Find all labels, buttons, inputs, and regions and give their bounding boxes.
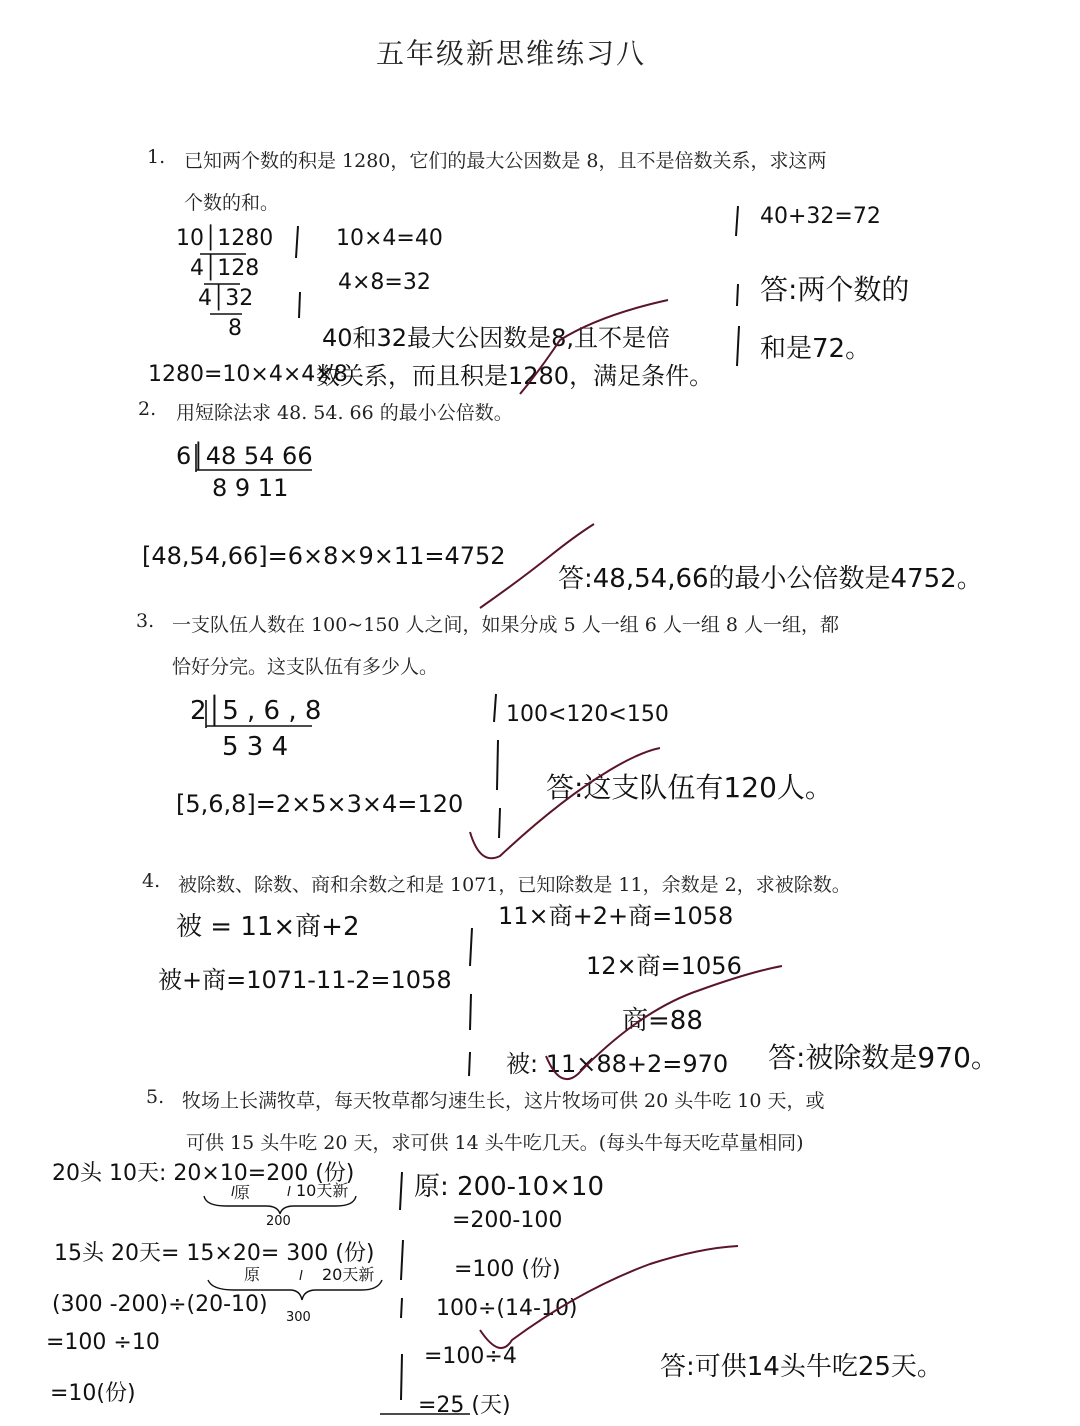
q5-separator-4 (401, 1354, 402, 1400)
q3-division-row-1: 2│5 , 6 , 8 (190, 696, 322, 726)
q5-a-line-2-brace-new: 20天新 (322, 1265, 375, 1284)
q1-sum: 40+32=72 (760, 204, 881, 229)
question-5-number: 5. (146, 1086, 165, 1108)
question-5-text-line-2: 可供 15 头牛吃 20 天，求可供 14 头牛吃几天。(每头牛每天吃草量相同) (186, 1132, 804, 1154)
q1-right-separator-2 (737, 284, 738, 306)
q5-separator-2 (401, 1240, 403, 1280)
q2-lcm-equation: [48,54,66]=6×8×9×11=4752 (142, 542, 506, 570)
q4-check-mark (546, 966, 782, 1079)
q5-brace-2 (208, 1280, 382, 1300)
q4-left-line-1: 被 = 11×商+2 (176, 912, 360, 942)
q5-a-line-3-subscript: 300 (286, 1310, 311, 1325)
q2-answer: 答:48,54,66的最小公倍数是4752。 (558, 564, 983, 594)
q5-a-line-2: 15头 20天= 15×20= 300 (份) (54, 1241, 375, 1266)
q5-a-line-1: 20头 10天: 20×10=200 (份) (52, 1161, 355, 1186)
q4-answer: 答:被除数是970。 (768, 1041, 999, 1074)
q2-check-mark (480, 524, 594, 608)
q4-right-line-4: 被: 11×88+2=970 (506, 1050, 729, 1078)
q5-b-line-6: =25 (天) (418, 1393, 511, 1418)
q5-a-line-3: (300 -200)÷(20-10) (52, 1292, 268, 1317)
q1-note-line-2: 数关系，而且积是1280，满足条件。 (316, 362, 714, 390)
q5-brace-2-tick (300, 1270, 302, 1280)
question-4-text-line-1: 被除数、除数、商和余数之和是 1071，已知除数是 11，余数是 2，求被除数。 (178, 874, 851, 896)
question-1-text-line-2: 个数的和。 (184, 192, 280, 214)
question-1-text-line-1: 已知两个数的积是 1280，它们的最大公因数是 8，且不是倍数关系，求这两 (184, 150, 827, 172)
q4-separator-1 (470, 928, 472, 966)
q1-note-line-1: 40和32最大公因数是8,且不是倍 (322, 324, 670, 352)
q4-right-line-2: 12×商=1056 (586, 952, 742, 980)
q3-lcm-equation: [5,6,8]=2×5×3×4=120 (176, 790, 464, 818)
page-title: 五年级新思维练习八 (376, 37, 647, 70)
q2-division-row-2: 8 9 11 (212, 474, 289, 502)
q1-separator-2 (299, 292, 300, 318)
question-2-number: 2. (138, 398, 157, 420)
q5-a-line-1-brace-new: 10天新 (296, 1181, 349, 1200)
q3-division-row-2: 5 3 4 (222, 732, 289, 762)
q4-left-line-2: 被+商=1071-11-2=1058 (158, 966, 452, 994)
q4-right-line-3: 商=88 (622, 1006, 703, 1036)
q5-brace-1 (204, 1196, 356, 1214)
question-3-text-line-2: 恰好分完。这支队伍有多少人。 (172, 656, 439, 678)
q5-separator-1 (400, 1172, 402, 1210)
q1-division-row-3: 4│32 (198, 286, 254, 311)
q5-brace-1-ticks (232, 1186, 290, 1196)
q5-b-line-4: 100÷(14-10) (436, 1296, 578, 1321)
q3-separator-3 (499, 808, 500, 838)
question-3-number: 3. (136, 610, 155, 632)
q5-a-line-5: =10(份) (50, 1381, 136, 1406)
q5-b-line-5: =100÷4 (424, 1344, 517, 1369)
question-4-number: 4. (142, 870, 161, 892)
q5-a-line-2-brace-original: 原 (244, 1265, 261, 1284)
q5-b-line-2: =200-100 (452, 1208, 563, 1233)
q5-answer: 答:可供14头牛吃25天。 (660, 1352, 943, 1382)
q1-factorization: 1280=10×4×4×8 (148, 362, 348, 387)
q5-separator-3 (401, 1298, 402, 1318)
q2-division-row-1: 6│48 54 66 (176, 442, 313, 470)
q1-right-separator-3 (737, 326, 739, 366)
q5-check-mark (480, 1246, 738, 1348)
question-3-text-line-1: 一支队伍人数在 100~150 人之间，如果分成 5 人一组 6 人一组 8 人一组，都 (172, 614, 840, 636)
q1-right-separator-1 (736, 206, 738, 236)
q1-equation-1: 10×4=40 (336, 226, 443, 251)
q5-a-line-1-brace-original: 原 (234, 1183, 251, 1202)
question-2-text-line-1: 用短除法求 48. 54. 66 的最小公倍数。 (176, 402, 513, 424)
q1-answer-line-2: 和是72。 (760, 334, 872, 364)
q3-separator-1 (494, 694, 496, 722)
q4-separator-3 (469, 1052, 470, 1076)
q3-answer: 答:这支队伍有120人。 (546, 771, 833, 804)
q3-separator-2 (497, 740, 498, 790)
question-1-number: 1. (147, 146, 166, 168)
q1-division-row-2: 4│128 (190, 256, 260, 281)
q5-a-line-4: =100 ÷10 (46, 1330, 160, 1355)
q5-b-line-1: 原: 200-10×10 (414, 1172, 604, 1202)
q5-a-line-1-total: 200 (266, 1214, 291, 1229)
q4-right-line-1: 11×商+2+商=1058 (498, 902, 734, 930)
q1-answer-line-1: 答:两个数的 (760, 273, 910, 306)
q1-division-row-4: 8 (228, 316, 242, 341)
q1-equation-2: 4×8=32 (338, 270, 431, 295)
q4-separator-2 (470, 994, 471, 1030)
q5-b-line-3: =100 (份) (454, 1257, 561, 1282)
question-5-text-line-1: 牧场上长满牧草，每天牧草都匀速生长，这片牧场可供 20 头牛吃 10 天，或 (182, 1090, 825, 1112)
q1-division-row-1: 10│1280 (176, 226, 274, 251)
q3-range-check: 100<120<150 (506, 702, 669, 727)
q1-separator-1 (296, 226, 298, 258)
q1-check-mark (520, 300, 668, 394)
